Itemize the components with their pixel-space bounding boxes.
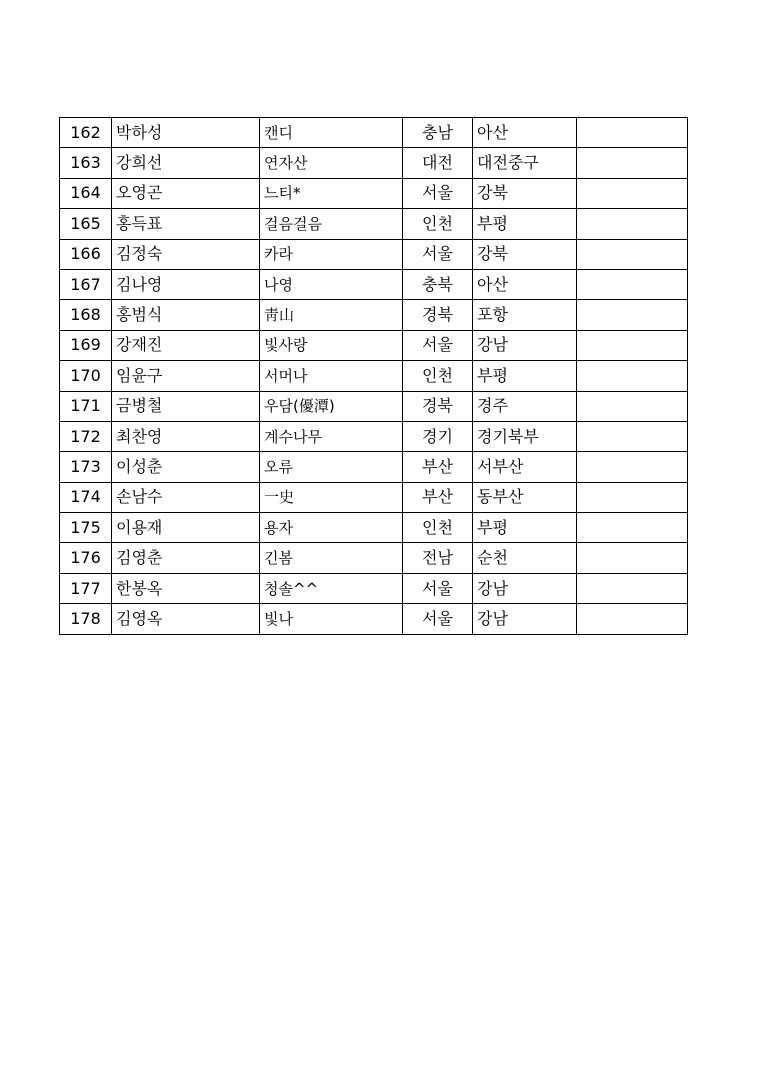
blank-cell [577,604,688,634]
table-row [60,361,688,391]
table-row [60,452,688,482]
branch-cell: 강남 [473,573,577,603]
member-name-cell: 강재진 [112,330,260,360]
nickname-cell: 一史 [260,482,403,512]
table-row [60,148,688,178]
member-name-cell: 박하성 [112,118,260,148]
row-number-cell: 171 [60,391,112,421]
member-name-cell: 이성춘 [112,452,260,482]
row-number-cell: 175 [60,513,112,543]
blank-cell [577,391,688,421]
table-row [60,482,688,512]
member-name-cell: 이용재 [112,513,260,543]
blank-cell [577,452,688,482]
member-name-cell: 최찬영 [112,421,260,451]
table-row [60,209,688,239]
blank-cell [577,209,688,239]
member-name-cell: 홍범식 [112,300,260,330]
member-name-cell: 김정숙 [112,239,260,269]
branch-cell: 포항 [473,300,577,330]
row-number-cell: 163 [60,148,112,178]
row-number-cell: 169 [60,330,112,360]
blank-cell [577,421,688,451]
branch-cell: 순천 [473,543,577,573]
row-number-cell: 166 [60,239,112,269]
region-cell: 인천 [403,361,473,391]
branch-cell: 강북 [473,239,577,269]
nickname-cell: 연자산 [260,148,403,178]
row-number-cell: 172 [60,421,112,451]
nickname-cell: 靑山 [260,300,403,330]
blank-cell [577,330,688,360]
nickname-cell: 느티* [260,178,403,208]
nickname-cell: 긴봄 [260,543,403,573]
branch-cell: 부평 [473,361,577,391]
region-cell: 경북 [403,391,473,421]
table-row [60,391,688,421]
nickname-cell: 빛사랑 [260,330,403,360]
branch-cell: 서부산 [473,452,577,482]
region-cell: 인천 [403,209,473,239]
member-name-cell: 김영춘 [112,543,260,573]
blank-cell [577,361,688,391]
row-number-cell: 164 [60,178,112,208]
branch-cell: 부평 [473,209,577,239]
branch-cell: 경기북부 [473,421,577,451]
region-cell: 인천 [403,513,473,543]
region-cell: 충북 [403,269,473,299]
region-cell: 전남 [403,543,473,573]
blank-cell [577,543,688,573]
nickname-cell: 나영 [260,269,403,299]
branch-cell: 동부산 [473,482,577,512]
blank-cell [577,573,688,603]
region-cell: 서울 [403,573,473,603]
region-cell: 대전 [403,148,473,178]
nickname-cell: 오류 [260,452,403,482]
branch-cell: 아산 [473,118,577,148]
blank-cell [577,178,688,208]
blank-cell [577,300,688,330]
nickname-cell: 용자 [260,513,403,543]
table-row [60,178,688,208]
table-row [60,300,688,330]
blank-cell [577,239,688,269]
region-cell: 경기 [403,421,473,451]
row-number-cell: 170 [60,361,112,391]
table-row [60,239,688,269]
nickname-cell: 걸음걸음 [260,209,403,239]
member-name-cell: 김영옥 [112,604,260,634]
region-cell: 부산 [403,482,473,512]
region-cell: 서울 [403,239,473,269]
table-row [60,330,688,360]
table-row [60,118,688,148]
row-number-cell: 174 [60,482,112,512]
row-number-cell: 168 [60,300,112,330]
table-row [60,421,688,451]
branch-cell: 대전중구 [473,148,577,178]
table-row [60,573,688,603]
row-number-cell: 178 [60,604,112,634]
row-number-cell: 167 [60,269,112,299]
member-table [59,117,688,635]
row-number-cell: 162 [60,118,112,148]
member-name-cell: 김나영 [112,269,260,299]
table-row [60,269,688,299]
member-name-cell: 손남수 [112,482,260,512]
region-cell: 서울 [403,178,473,208]
member-name-cell: 금병철 [112,391,260,421]
member-name-cell: 오영곤 [112,178,260,208]
region-cell: 충남 [403,118,473,148]
nickname-cell: 계수나무 [260,421,403,451]
blank-cell [577,148,688,178]
nickname-cell: 카라 [260,239,403,269]
row-number-cell: 165 [60,209,112,239]
branch-cell: 강남 [473,604,577,634]
table-row [60,604,688,634]
member-name-cell: 강희선 [112,148,260,178]
branch-cell: 경주 [473,391,577,421]
branch-cell: 강북 [473,178,577,208]
row-number-cell: 176 [60,543,112,573]
blank-cell [577,482,688,512]
blank-cell [577,513,688,543]
member-name-cell: 임윤구 [112,361,260,391]
nickname-cell: 우담(優潭) [260,391,403,421]
branch-cell: 아산 [473,269,577,299]
region-cell: 부산 [403,452,473,482]
row-number-cell: 177 [60,573,112,603]
table-row [60,513,688,543]
nickname-cell: 서머나 [260,361,403,391]
member-name-cell: 홍득표 [112,209,260,239]
blank-cell [577,118,688,148]
row-number-cell: 173 [60,452,112,482]
branch-cell: 부평 [473,513,577,543]
region-cell: 서울 [403,604,473,634]
branch-cell: 강남 [473,330,577,360]
member-table-body [60,118,688,635]
region-cell: 서울 [403,330,473,360]
nickname-cell: 캔디 [260,118,403,148]
nickname-cell: 빛나 [260,604,403,634]
region-cell: 경북 [403,300,473,330]
nickname-cell: 청솔^^ [260,573,403,603]
table-row [60,543,688,573]
member-name-cell: 한봉옥 [112,573,260,603]
blank-cell [577,269,688,299]
